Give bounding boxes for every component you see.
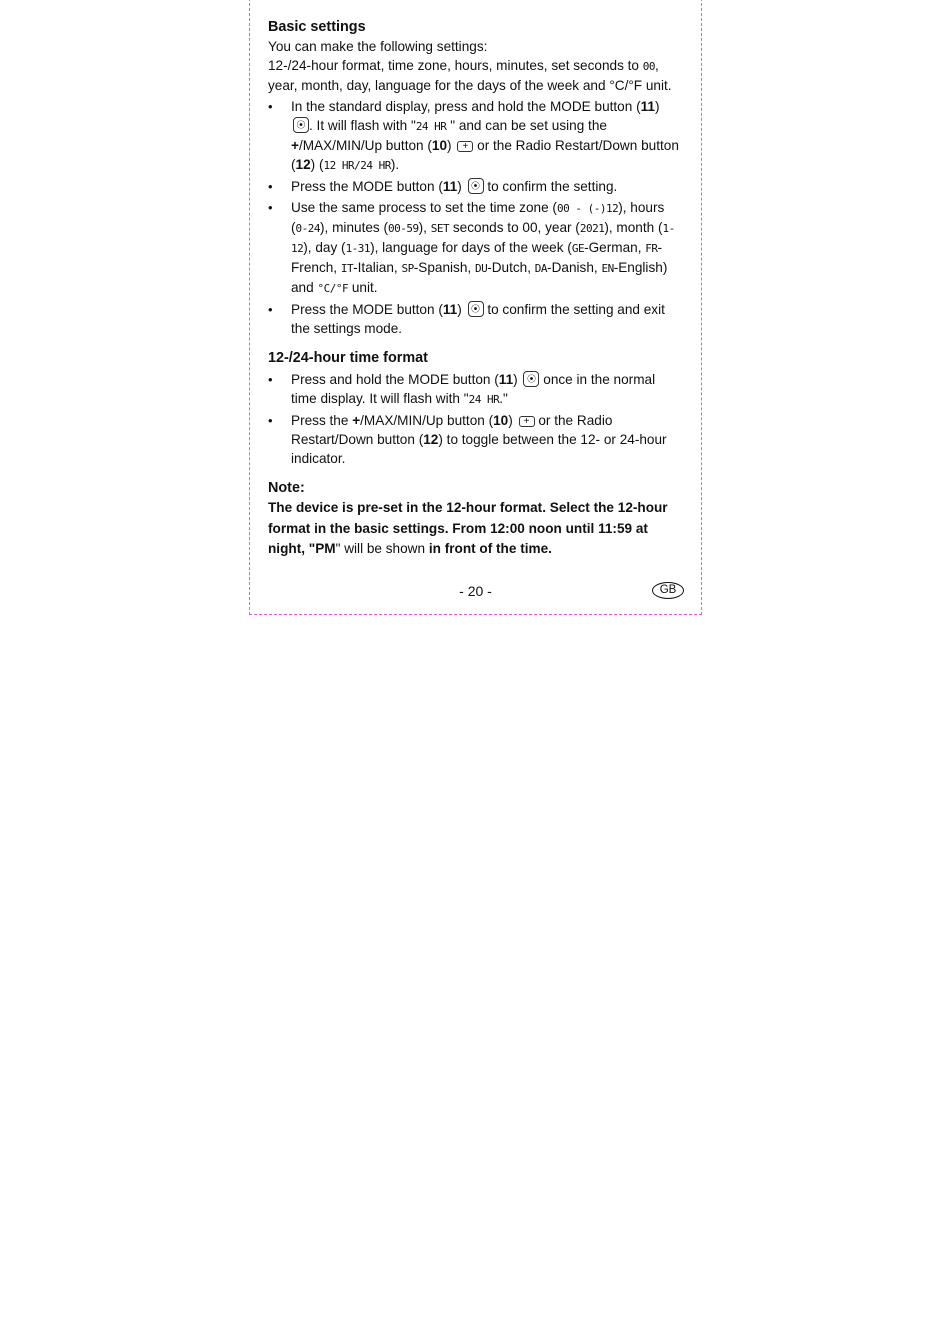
note-text: The device is pre-set in the 12-hour format. Select the 12-hour format in the basic settings. From 12:00 noon until 11:59 at night, "PM" will be shown in front of the time. [268, 500, 668, 556]
basic-steps-list [268, 97, 680, 338]
page-number: - 20 - [459, 583, 492, 599]
segment-text: 00 [642, 60, 656, 73]
mode-button-icon: ⦿ [523, 371, 539, 387]
plus-button-icon: + [457, 141, 473, 152]
basic-settings-heading: Basic settings [268, 19, 366, 35]
segment-text: 24 HR [415, 120, 447, 133]
basic-intro-line: You can make the following settings: [268, 39, 488, 54]
manual-page [249, 0, 702, 615]
basic-intro-list: 12-/24-hour format, time zone, hours, minutes, set seconds to 00, year, month, day, language for the days of the week and °C/°F unit. [268, 58, 672, 93]
mode-button-icon: ⦿ [293, 117, 309, 133]
segment-text: 24 HR [468, 393, 500, 406]
segment-text: 12 HR/24 HR [323, 159, 391, 172]
mode-button-icon: ⦿ [468, 178, 484, 194]
list-item: • Press the MODE button (11) ⦿ to confirm the setting and exit the settings mode. [268, 300, 680, 338]
list-item: • Press the MODE button (11) ⦿ to confirm the setting. [268, 177, 680, 196]
list-item: • In the standard display, press and hold the MODE button (11) ⦿ . It will flash with "24 HR " and can be set using the +/MAX/MIN/Up button (10) + or the Radio Restart/Down button (12) (12 HR/24 HR). [268, 97, 680, 175]
list-item: • Use the same process to set the time zone (00 - (-)12), hours (0-24), minutes (00-59), SET seconds to 00, year (2021), month (1-12), day (1-31), language for days of the week (GE-German, FR-French, IT-Italian, SP-Spanish, DU-Dutch, DA-Danish, EN-English) and °C/°F unit. [268, 198, 680, 298]
mode-button-icon: ⦿ [468, 301, 484, 317]
time-format-heading: 12-/24-hour time format [268, 350, 428, 366]
page-content [268, 17, 680, 560]
time-format-steps-list [268, 370, 680, 468]
note-heading: Note: [268, 480, 305, 496]
language-badge: GB [652, 582, 684, 599]
plus-button-icon: + [519, 416, 535, 427]
list-item: • Press the +/MAX/MIN/Up button (10) + or the Radio Restart/Down button (12) to toggle between the 12- or 24-hour indicator. [268, 411, 680, 468]
page-footer [250, 582, 701, 602]
list-item: • Press and hold the MODE button (11) ⦿ once in the normal time display. It will flash with "24 HR." [268, 370, 680, 409]
